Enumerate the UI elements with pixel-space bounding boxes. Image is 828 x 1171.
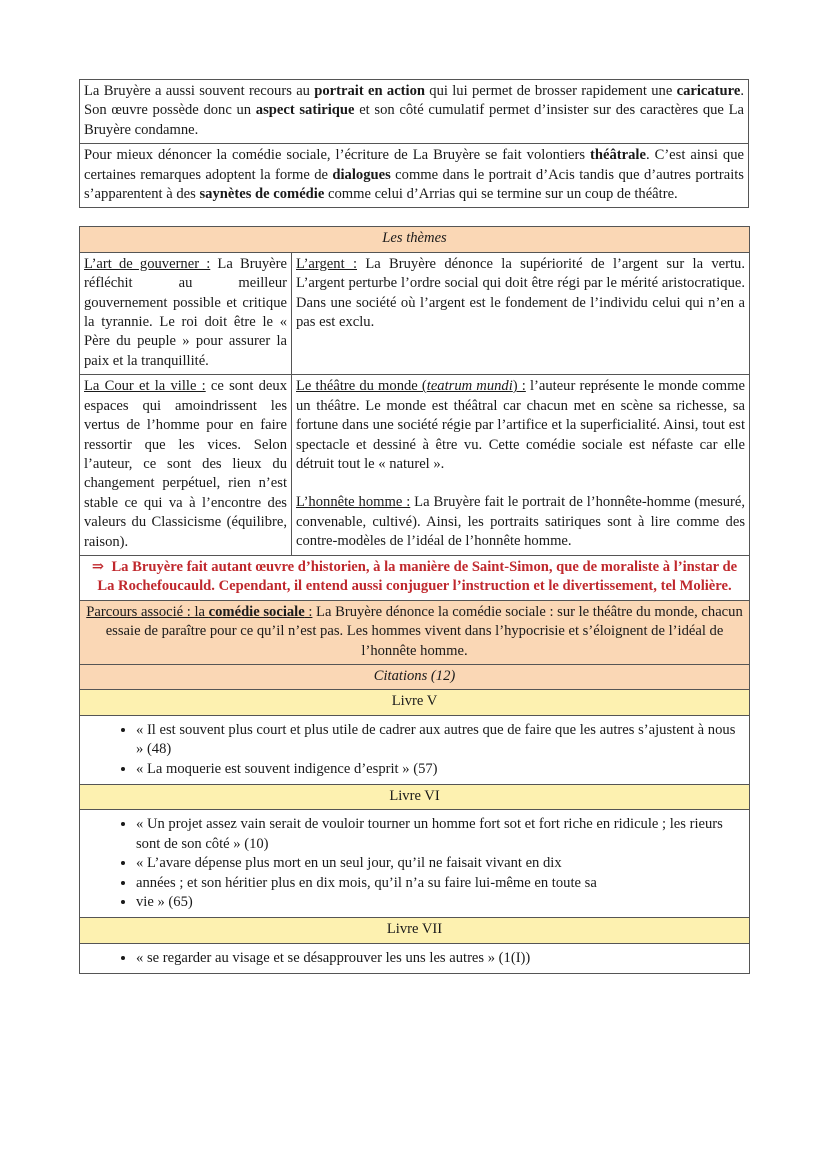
theme-title [296, 378, 526, 394]
theme-text: La Bruyère réfléchit au meilleur gouvernement possible et critique la tyrannie. Le roi doit être le « Père du peuple » pour assurer la paix et la tranquillité. [84, 255, 287, 369]
theme-art-de-gouverner [80, 252, 292, 374]
livre-vi-citations [80, 810, 750, 918]
bold-term: saynètes de comédie [199, 186, 325, 203]
theme-title: L’argent : [296, 255, 358, 272]
label-part: : [304, 603, 313, 620]
bold-term: théâtrale [590, 147, 646, 164]
theme-theatre-et-honnete-homme [292, 375, 750, 556]
text: Pour mieux dénoncer la comédie sociale, l’écriture de La Bruyère se fait volontiers [84, 147, 591, 164]
text: La Bruyère a aussi souvent recours au [84, 83, 315, 99]
label-part: Parcours associé : la [86, 603, 209, 620]
citation-item: • « La moquerie est souvent indigence d’esprit » (57) [136, 760, 745, 779]
theme-cour-et-ville [80, 375, 292, 556]
text: . Son œuvre possède donc un [84, 83, 744, 119]
theme-text: La Bruyère fait le portrait de l’honnête-homme (mesuré, convenable, cultivé). Ainsi, les portraits satiriques sont à lire comme des contre-modèles de l’idéal de l’honnête homme. [296, 494, 746, 550]
title-part: ) : [512, 378, 526, 395]
conclusion-text: La Bruyère fait autant œuvre d’historien, à la manière de Saint-Simon, que de moraliste à l’instar de La Rochefoucauld. Cependant, il entend aussi conjuguer l’instruction et le divertissement, tel Molière. [97, 558, 738, 595]
citation-item: • « Un projet assez vain serait de vouloir tourner un homme fort sot et fort riche en ridicule ; les rieurs sont de son côté » (10) [136, 815, 745, 854]
theme-title: L’art de gouverner : [84, 255, 211, 272]
conclusion-cell [80, 555, 750, 600]
theme-title: La Cour et la ville : [84, 378, 206, 395]
citation-item: • « Il est souvent plus court et plus utile de cadrer aux autres que de faire que les autres s’ajustent à nous » (48) [136, 721, 745, 760]
text: comme dans le portrait d’Acis tandis que d’autres portraits s’apparentent à des [84, 166, 744, 203]
text: comme celui d’Arrias qui se termine sur un coup de théâtre. [324, 186, 678, 203]
intro-paragraph-portrait [80, 80, 749, 144]
livre-vii-citations [80, 943, 750, 973]
livre-v-citations [80, 715, 750, 784]
livre-vii-header: Livre VII [80, 918, 750, 943]
parcours-label [86, 604, 312, 620]
theme-title: L’honnête homme : [296, 494, 411, 511]
citation-item: • années ; et son héritier plus en dix mois, qu’il n’a su faire lui-même en toute sa [136, 874, 745, 893]
themes-table [79, 226, 750, 974]
theme-honnete-homme [296, 493, 745, 551]
bold-term: aspect satirique [255, 102, 355, 119]
livre-v-header: Livre V [80, 690, 750, 715]
theme-text: La Bruyère dénonce la supériorité de l’argent sur la vertu. L’argent perturbe l’ordre social qui doit être régi par le mérité aristocratique. Dans une société où l’argent est le fondement de l’individu celui qui n’en a pas est exclu. [296, 255, 746, 331]
document-page [79, 79, 749, 974]
bold-term: portrait en action [314, 83, 425, 99]
arrow-icon: ⇒ [91, 558, 105, 575]
citation-item: • vie » (65) [136, 893, 745, 912]
citation-item: • « se regarder au visage et se désapprouver les uns les autres » (1(I)) [136, 949, 745, 968]
intro-paragraph-theatre [80, 144, 749, 208]
parcours-text: La Bruyère dénonce la comédie sociale : sur le théâtre du monde, chacun essaie de paraître pour ce qu’il n’est pas. Les hommes vivent dans l’hypocrisie et s’éloignent de l’idéal de l’honnête homme. [105, 603, 743, 659]
title-latin: teatrum mundi [426, 378, 513, 395]
theme-text: l’auteur représente le monde comme un théâtre. Le monde est théâtral car chacun met en scène sa richesse, sa fortune dans une société régie par l’artifice et la superficialité. Ainsi, tout est spectacle et dessiné à être vu. Cette comédie sociale est néfaste car elle détruit tout le « naturel ». [296, 378, 746, 472]
bold-term: caricature [676, 83, 741, 99]
themes-header: Les thèmes [80, 227, 750, 252]
theme-argent [292, 252, 750, 374]
title-part: Le théâtre du monde ( [296, 378, 427, 395]
theme-text: ce sont deux espaces qui amoindrissent les vertus de l’homme pour en faire ressortir que les vices. Selon l’auteur, ce sont des lieux du changement perpétuel, rien n’est stable ce qui va à l’encontre des valeurs du Classicisme (équilibre, raison). [84, 378, 287, 550]
text: et son côté cumulatif permet d’insister sur des caractères que La Bruyère condamne. [84, 102, 744, 138]
text: . C’est ainsi que certaines remarques adoptent la forme de [84, 147, 744, 183]
intro-table [79, 79, 749, 208]
livre-vi-header: Livre VI [80, 785, 750, 810]
bold-term: dialogues [332, 166, 391, 183]
spacer [79, 208, 749, 226]
theme-theatre-du-monde [296, 377, 745, 474]
citation-item: • « L’avare dépense plus mort en un seul jour, qu’il ne faisait vivant en dix [136, 854, 745, 873]
text: qui lui permet de brosser rapidement une [425, 83, 677, 99]
parcours-cell [80, 600, 750, 664]
citations-header: Citations (12) [80, 664, 750, 689]
label-bold: comédie sociale [208, 603, 305, 620]
